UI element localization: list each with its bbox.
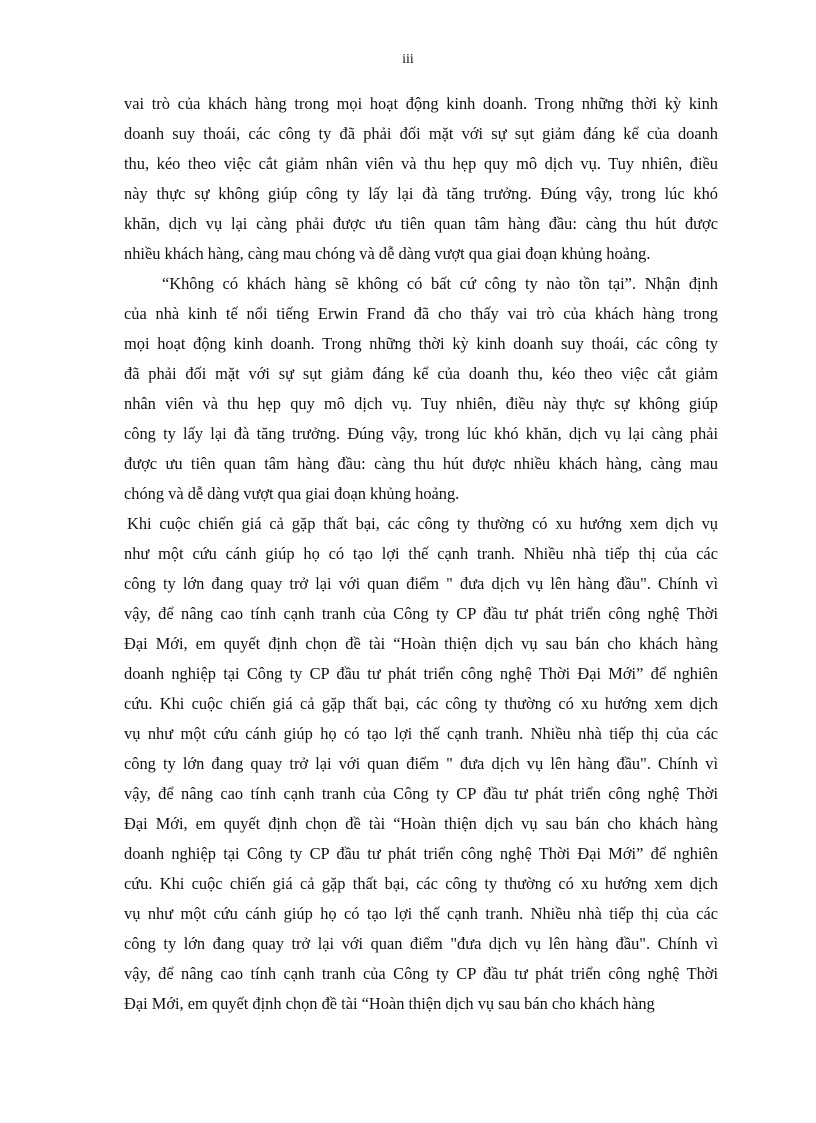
- text-line: vai trò của khách hàng trong mọi hoạt động kinh doanh. Trong những thời kỳ kinh: [124, 94, 718, 113]
- text-line: vậy, để nâng cao tính cạnh tranh của Công ty CP đầu tư phát triển công nghệ Thời: [124, 784, 718, 803]
- text-line: khăn, dịch vụ lại càng phải được ưu tiên quan tâm hàng đầu: càng thu hút được: [124, 214, 718, 233]
- text-line: vụ như một cứu cánh giúp họ có tạo lợi thế cạnh tranh. Nhiều nhà tiếp thị của các: [124, 724, 718, 743]
- text-line: công ty lớn đang quay trở lại với quan điểm " đưa dịch vụ lên hàng đầu". Chính vì: [124, 754, 718, 773]
- paragraph-2: [124, 269, 718, 509]
- text-line: vậy, để nâng cao tính cạnh tranh của Công ty CP đầu tư phát triển công nghệ Thời: [124, 964, 718, 983]
- text-line: doanh nghiệp tại Công ty CP đầu tư phát triển công nghệ Thời Đại Mới” để nghiên: [124, 844, 718, 863]
- text-line: thu, kéo theo việc cắt giảm nhân viên và thu hẹp quy mô dịch vụ. Tuy nhiên, điều: [124, 154, 718, 173]
- paragraph-3: [124, 509, 718, 1019]
- text-line: này thực sự không giúp công ty lấy lại đà tăng trưởng. Đúng vậy, trong lúc khó: [124, 184, 718, 203]
- text-line: công ty lớn đang quay trở lại với quan điểm " đưa dịch vụ lên hàng đầu". Chính vì: [124, 574, 718, 593]
- text-line: nhiều khách hàng, càng mau chóng và dễ dàng vượt qua giai đoạn khủng hoảng.: [124, 244, 651, 263]
- text-line: nhân viên và thu hẹp quy mô dịch vụ. Tuy nhiên, điều này thực sự không giúp: [124, 394, 718, 413]
- text-line: “Không có khách hàng sẽ không có bất cứ công ty nào tồn tại”. Nhận định: [162, 274, 718, 293]
- text-line: chóng và dễ dàng vượt qua giai đoạn khủng hoảng.: [124, 484, 460, 503]
- text-line: cứu. Khi cuộc chiến giá cả gặp thất bại, các công ty thường có xu hướng xem dịch: [124, 874, 718, 893]
- text-line: được ưu tiên quan tâm hàng đầu: càng thu hút được nhiều khách hàng, càng mau: [124, 454, 718, 473]
- text-line: Đại Mới, em quyết định chọn đề tài “Hoàn thiện dịch vụ sau bán cho khách hàng: [124, 994, 655, 1013]
- text-line: đã phải đối mặt với sự sụt giảm đáng kể của doanh thu, kéo theo việc cắt giảm: [124, 364, 718, 383]
- text-line: như một cứu cánh giúp họ có tạo lợi thế cạnh tranh. Nhiều nhà tiếp thị của các: [124, 544, 718, 563]
- text-line: doanh suy thoái, các công ty đã phải đối mặt với sự sụt giảm đáng kể của doanh: [124, 124, 718, 143]
- text-line: Khi cuộc chiến giá cả gặp thất bại, các công ty thường có xu hướng xem dịch vụ: [127, 514, 718, 533]
- text-line: doanh nghiệp tại Công ty CP đầu tư phát triển công nghệ Thời Đại Mới” để nghiên: [124, 664, 718, 683]
- text-line: mọi hoạt động kinh doanh. Trong những thời kỳ kinh doanh suy thoái, các công ty: [124, 334, 718, 353]
- text-line: công ty lớn đang quay trở lại với quan điểm "đưa dịch vụ lên hàng đầu". Chính vì: [124, 934, 718, 953]
- text-line: cứu. Khi cuộc chiến giá cả gặp thất bại, các công ty thường có xu hướng xem dịch: [124, 694, 718, 713]
- text-line: Đại Mới, em quyết định chọn đề tài “Hoàn thiện dịch vụ sau bán cho khách hàng: [124, 814, 718, 833]
- text-line: vậy, để nâng cao tính cạnh tranh của Công ty CP đầu tư phát triển công nghệ Thời: [124, 604, 718, 623]
- text-line: công ty lấy lại đà tăng trưởng. Đúng vậy, trong lúc khó khăn, dịch vụ lại càng phải: [124, 424, 718, 443]
- text-line: vụ như một cứu cánh giúp họ có tạo lợi thế cạnh tranh. Nhiều nhà tiếp thị của các: [124, 904, 718, 923]
- text-line: của nhà kinh tế nổi tiếng Erwin Frand đã cho thấy vai trò của khách hàng trong: [124, 304, 718, 323]
- paragraph-1: [124, 89, 718, 269]
- body-text: [124, 89, 718, 1019]
- text-line: Đại Mới, em quyết định chọn đề tài “Hoàn thiện dịch vụ sau bán cho khách hàng: [124, 634, 718, 653]
- page-number: iii: [402, 52, 414, 67]
